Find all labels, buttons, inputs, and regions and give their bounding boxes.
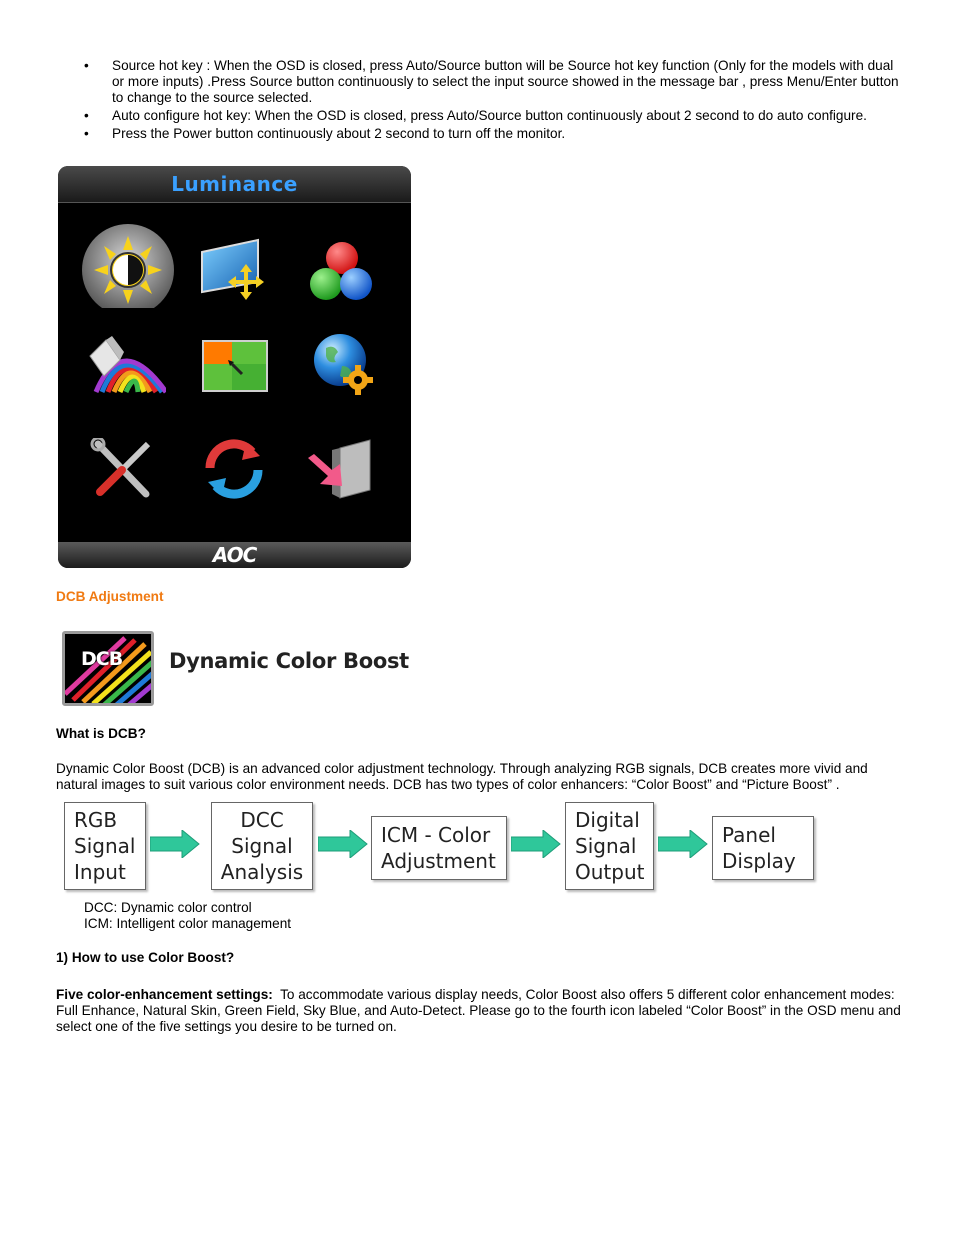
osd-setup-icon bbox=[312, 332, 376, 398]
bullet-text: Source hot key : When the OSD is closed, press Auto/Source button will be Source hot key function (Only for the models with dual or more inputs) .Press Source button continuously to select the input source showed in the message bar , press Menu/Enter button to change to the source selected. bbox=[112, 58, 899, 105]
bullet-dot: • bbox=[84, 58, 89, 73]
flow-box-dcc bbox=[211, 802, 313, 890]
aoc-logo: AOC bbox=[212, 543, 257, 567]
osd-footer bbox=[58, 542, 411, 568]
five-settings-lead: Five color-enhancement settings: bbox=[56, 987, 273, 1002]
flow-text: ICM - Color bbox=[381, 823, 491, 847]
flow-box-digital bbox=[565, 802, 654, 890]
flow-box-rgb bbox=[64, 802, 146, 890]
osd-title: Luminance bbox=[171, 172, 298, 196]
flow-text: Signal bbox=[74, 834, 136, 858]
bullet-dot: • bbox=[84, 108, 89, 123]
bullet-list bbox=[84, 58, 904, 144]
five-settings-text: To accommodate various display needs, Color Boost also offers 5 different color enhancement modes: Full Enhance, Natural Skin, Green Field, Sky Blue, and Auto-Detect. Please go to the fourth icon labeled “Color Boost” in the OSD menu and select one of the five settings you desire to be turned on. bbox=[56, 987, 905, 1034]
bullet-text: Auto configure hot key: When the OSD is closed, press Auto/Source button continuously about 2 second to do auto configure. bbox=[112, 108, 867, 123]
color-setup-icon bbox=[308, 240, 374, 302]
flow-arrow bbox=[150, 830, 200, 858]
dcb-logo-badge bbox=[62, 631, 154, 706]
color-boost-icon bbox=[86, 334, 166, 396]
flow-text: Signal bbox=[231, 834, 293, 858]
flow-text: Panel bbox=[722, 823, 776, 847]
exit-icon bbox=[304, 438, 374, 502]
osd-menu-image bbox=[58, 166, 411, 568]
list-item bbox=[84, 126, 904, 142]
abbreviation-dcc: DCC: Dynamic color control bbox=[84, 900, 252, 915]
flow-text: Adjustment bbox=[381, 849, 496, 873]
abbreviation-icm: ICM: Intelligent color management bbox=[84, 916, 292, 931]
section-heading: DCB Adjustment bbox=[56, 589, 164, 604]
picture-boost-icon bbox=[202, 340, 268, 392]
flow-text: Input bbox=[74, 860, 126, 884]
howto-heading: 1) How to use Color Boost? bbox=[56, 950, 235, 965]
bullet-dot: • bbox=[84, 126, 89, 141]
list-item bbox=[84, 108, 904, 124]
flow-text: Display bbox=[722, 849, 796, 873]
dcb-badge-text: DCB bbox=[81, 648, 123, 670]
image-setup-icon bbox=[198, 238, 274, 302]
flow-text: DCC bbox=[240, 808, 284, 832]
reset-icon bbox=[202, 438, 266, 500]
osd-header bbox=[58, 166, 411, 203]
flow-arrow bbox=[658, 830, 708, 858]
flow-text: RGB bbox=[74, 808, 118, 832]
flow-arrow bbox=[511, 830, 561, 858]
flow-box-panel bbox=[712, 816, 814, 880]
flow-text: Digital bbox=[575, 808, 640, 832]
what-paragraph: Dynamic Color Boost (DCB) is an advanced color adjustment technology. Through analyzing RGB signals, DCB creates more vivid and natural images to suit various color environment needs. DCB has two types of color enhancers: “Color Boost” and “Picture Boost” . bbox=[56, 761, 868, 792]
what-heading: What is DCB? bbox=[56, 726, 146, 741]
flow-text: Output bbox=[575, 860, 645, 884]
flow-text: Signal bbox=[575, 834, 637, 858]
luminance-icon bbox=[80, 224, 176, 308]
extra-tools-icon bbox=[90, 438, 156, 500]
five-settings-paragraph bbox=[56, 987, 906, 1035]
flow-text: Analysis bbox=[220, 860, 304, 884]
flow-box-icm bbox=[371, 816, 507, 880]
bullet-text: Press the Power button continuously about 2 second to turn off the monitor. bbox=[112, 126, 566, 141]
flow-arrow bbox=[318, 830, 368, 858]
list-item bbox=[84, 58, 904, 106]
dcb-logo-title: Dynamic Color Boost bbox=[169, 649, 409, 673]
